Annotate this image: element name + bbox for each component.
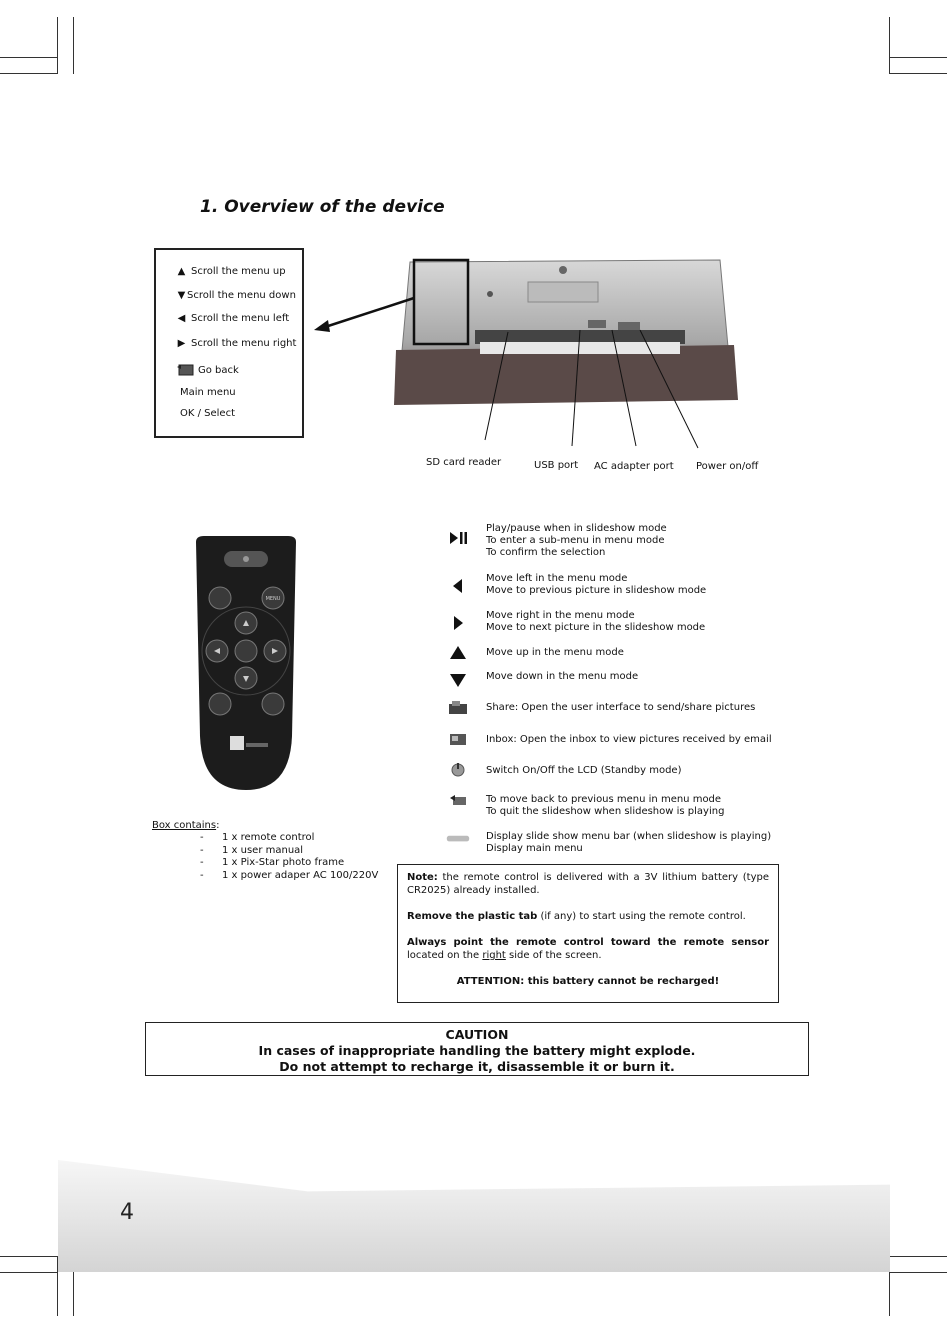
note-bold: Always point the remote control toward the remote sensor	[407, 937, 769, 948]
caution-title: CAUTION	[445, 1027, 509, 1042]
share-icon	[446, 699, 470, 715]
triangle-down-icon	[446, 672, 470, 688]
legend-label: Scroll the menu up	[191, 266, 286, 277]
legend-label: OK / Select	[180, 408, 236, 419]
triangle-left-icon	[446, 579, 470, 593]
legend-label: Scroll the menu right	[191, 338, 297, 349]
list-item-text: 1 x Pix-Star photo frame	[222, 857, 345, 869]
function-text: Move down in the menu mode	[486, 671, 639, 682]
note-underline: right	[482, 950, 506, 961]
note-bold: Remove the plastic tab	[407, 911, 538, 922]
list-item	[152, 844, 304, 857]
function-text: To quit the slideshow when slideshow is playing	[486, 806, 725, 817]
function-text: Move up in the menu mode	[486, 647, 624, 658]
function-text: Move left in the menu mode	[486, 573, 628, 584]
note-bold: Note:	[407, 872, 438, 883]
legend-label: Main menu	[180, 387, 236, 398]
function-text: Play/pause when in slideshow mode	[486, 523, 667, 534]
bullet: -	[200, 857, 204, 869]
legend-item-up	[176, 266, 286, 277]
triangle-right-icon: ▶	[177, 337, 186, 349]
box-contents	[152, 820, 379, 882]
power-label: Power on/off	[696, 461, 759, 472]
legend-label: Scroll the menu left	[191, 313, 290, 324]
note-attention: ATTENTION: this battery cannot be recharged!	[456, 976, 720, 987]
usb-port-label: USB port	[534, 460, 579, 471]
list-item	[152, 832, 315, 844]
legend-label: Go back	[198, 364, 239, 376]
legend-item-right	[176, 338, 296, 349]
menu-icon	[446, 833, 470, 845]
remote-control-illustration	[192, 536, 300, 792]
note-paragraph	[407, 936, 769, 962]
list-item-text: 1 x power adaper AC 100/220V	[222, 869, 379, 881]
list-item	[152, 857, 345, 869]
device-back-illustration	[300, 250, 760, 450]
sd-card-label: SD card reader	[426, 457, 502, 468]
svg-text:MENU: MENU	[265, 596, 281, 602]
box-contents-colon: :	[216, 820, 220, 831]
function-text: Move to next picture in the slideshow mode	[486, 622, 706, 633]
note-text: side of the screen.	[505, 950, 602, 961]
function-text: Display slide show menu bar (when slideshow is playing)	[486, 831, 772, 842]
triangle-right-icon	[446, 616, 470, 630]
note-text: the remote control is delivered with a 3V lithium battery (type CR2025) already installed.	[407, 872, 769, 896]
triangle-up-icon: ▲	[177, 265, 186, 277]
legend-label: Scroll the menu down	[187, 290, 296, 301]
inbox-icon	[446, 731, 470, 747]
battery-note	[397, 864, 779, 1003]
box-contents-heading: Box contains	[152, 820, 217, 831]
list-item-text: 1 x remote control	[222, 832, 315, 844]
footer-band	[58, 1160, 890, 1272]
triangle-down-icon: ▼	[177, 289, 186, 301]
list-item	[152, 869, 379, 882]
function-text: Move to previous picture in slideshow mode	[486, 585, 707, 596]
power-icon	[446, 762, 470, 778]
back-icon	[446, 794, 470, 808]
bullet: -	[200, 832, 204, 844]
caution-line: In cases of inappropriate handling the battery might explode.	[258, 1043, 696, 1058]
legend-item-left	[176, 313, 289, 324]
button-legend	[154, 248, 304, 438]
legend-item-ok	[180, 408, 235, 419]
page-number: 4	[120, 1200, 134, 1225]
play-pause-icon	[446, 531, 470, 545]
back-icon	[176, 364, 194, 376]
legend-item-down	[176, 290, 296, 301]
list-item-text: 1 x user manual	[222, 844, 304, 856]
triangle-up-icon	[446, 644, 470, 660]
page-title: 1. Overview of the device	[200, 197, 445, 217]
function-text: Share: Open the user interface to send/share pictures	[486, 702, 756, 713]
bullet: -	[200, 869, 204, 881]
note-text: located on the	[407, 950, 483, 961]
function-text: Inbox: Open the inbox to view pictures received by email	[486, 734, 772, 745]
function-text: To enter a sub-menu in menu mode	[486, 535, 665, 546]
function-text: Move right in the menu mode	[486, 610, 635, 621]
function-text: To confirm the selection	[486, 547, 606, 558]
function-text: To move back to previous menu in menu mode	[486, 794, 722, 805]
caution-line: Do not attempt to recharge it, disassemble it or burn it.	[279, 1059, 675, 1074]
note-paragraph	[407, 871, 769, 897]
note-text: (if any) to start using the remote control.	[537, 911, 746, 922]
legend-item-back	[176, 364, 239, 376]
ac-port-label: AC adapter port	[594, 461, 674, 472]
caution-box	[145, 1022, 809, 1076]
triangle-left-icon: ◀	[177, 312, 186, 324]
legend-item-menu	[180, 387, 236, 398]
note-paragraph	[407, 910, 769, 923]
function-text: Switch On/Off the LCD (Standby mode)	[486, 765, 682, 776]
bullet: -	[200, 844, 204, 856]
function-text: Display main menu	[486, 843, 583, 854]
